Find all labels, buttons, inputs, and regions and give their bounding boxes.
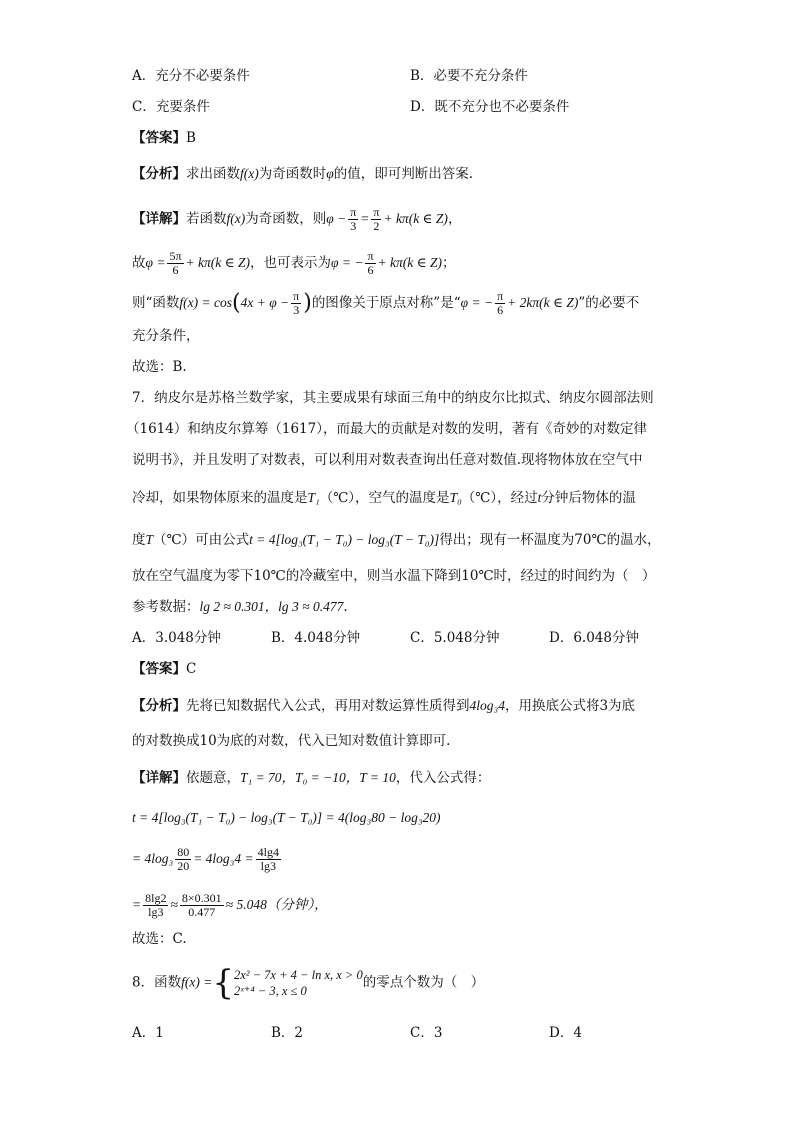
q7-stem-line-3: 说明书》，并且发明了对数表，可以利用对数表查询出任意对数值.现将物体放在空气中 (132, 452, 643, 468)
q7-analysis-line-1 (132, 696, 635, 716)
answer-tag: 【答案】 (132, 130, 186, 146)
q6-detail-line-4: 充分条件， (132, 328, 200, 344)
q7-equation-1: t = 4[log₃(T₁ − T₀) − log₃(T − T₀)] = 4(log₃80 − log₃20) (132, 810, 441, 825)
text: 的值，即可判断出答案. (333, 166, 473, 182)
fraction (167, 250, 183, 277)
math: f(x) (240, 166, 259, 181)
math: = 4log₃4 = (193, 851, 254, 866)
piecewise-cases (234, 967, 363, 999)
q6-detail-line-2 (132, 250, 456, 277)
fraction (256, 846, 281, 873)
denominator: lg3 (148, 905, 164, 919)
formula: t = 4[log₃(T₁ − T₀) − log₃(T − T₀)] (249, 532, 440, 547)
math: φ = − (331, 255, 364, 270)
text: 为奇函数，则 (245, 211, 327, 227)
q6-analysis (132, 164, 473, 184)
fraction (175, 846, 191, 873)
text: ”的必要不 (578, 295, 640, 311)
math: φ − (326, 211, 347, 226)
text: 故 (132, 255, 146, 271)
math: φ (326, 166, 334, 181)
math: 4log₃4 (469, 698, 505, 713)
math: t (537, 490, 542, 505)
right-paren: ) (303, 290, 312, 316)
numerator: 4lg4 (257, 845, 279, 859)
text: 度 (132, 532, 146, 548)
denominator: lg3 (260, 859, 276, 873)
q6-option-a: A．充分不必要条件 (132, 68, 250, 84)
q7-option-d: D．6.048分钟 (549, 630, 639, 646)
q7-option-a: A．3.048分钟 (132, 630, 221, 646)
q7-stem-line-1: 7．纳皮尔是苏格兰数学家，其主要成果有球面三角中的纳皮尔比拟式、纳皮尔圆部法则 (132, 390, 654, 406)
fraction (495, 290, 505, 317)
q8-option-d: D．4 (549, 1025, 582, 1041)
math: ≈ 5.048（分钟）， (225, 897, 328, 912)
numerator: 80 (177, 845, 190, 859)
denominator: 20 (177, 859, 190, 873)
numerator: 8×0.301 (181, 891, 222, 905)
numerator: π (373, 205, 380, 219)
fraction (291, 290, 301, 317)
q8-stem (132, 963, 485, 1003)
q8-option-c: C．3 (410, 1025, 443, 1041)
detail-tag: 【详解】 (132, 211, 186, 227)
q7-reference-data (132, 597, 348, 617)
q7-choose: 故选：C. (132, 931, 187, 947)
math: = 4log₃ (132, 851, 174, 866)
text: 先将已知数据代入公式，再用对数运算性质得到 (186, 698, 470, 714)
math: T₁ (307, 490, 320, 505)
case-1: 2x² − 7x + 4 − ln x, x > 0 (233, 968, 363, 982)
fraction (143, 892, 168, 919)
answer-value: C (186, 661, 197, 677)
denominator: 6 (497, 303, 504, 317)
fraction (365, 250, 375, 277)
math: = (360, 211, 370, 226)
q7-option-c: C．5.048分钟 (410, 630, 500, 646)
math: + 2kπ(k ∈ Z) (507, 295, 579, 310)
answer-tag: 【答案】 (132, 661, 186, 677)
text: ； (442, 255, 456, 271)
text: （℃），经过 (461, 490, 538, 506)
text: 冷却，如果物体原来的温度是 (132, 490, 308, 506)
q6-answer (132, 128, 196, 148)
math: f(x) = (181, 974, 213, 990)
analysis-tag: 【分析】 (132, 166, 186, 182)
left-paren: ( (232, 290, 241, 316)
q8-option-a: A．1 (132, 1025, 164, 1041)
fraction (348, 206, 358, 233)
text: 8．函数 (132, 974, 182, 991)
text: ，用换底公式将3为底 (504, 698, 636, 714)
text: 则“函数 (132, 295, 180, 311)
q7-stem-line-6: 放在空气温度为零下10℃的冷藏室中，则当水温下降到10℃时，经过的时间约为（ ） (132, 568, 656, 584)
math: = (132, 897, 142, 912)
text: 求出函数 (186, 166, 240, 182)
q7-stem-line-2: （1614）和纳皮尔算筹（1617），而最大的贡献是对数的发明，著有《奇妙的对数定律 (126, 421, 647, 437)
text: 参考数据： (132, 599, 200, 615)
left-brace: { (212, 963, 234, 1003)
detail-tag: 【详解】 (132, 770, 186, 786)
text: 分钟后物体的温 (541, 490, 636, 506)
math: + kπ(k ∈ Z) (377, 255, 443, 270)
q6-detail-line-1 (132, 206, 461, 233)
numerator: π (293, 289, 300, 303)
numerator: π (350, 205, 357, 219)
q6-option-d: D．既不充分也不必要条件 (410, 99, 570, 115)
text: 得出；现有一杯温度为70℃的温水， (439, 532, 661, 548)
text: （℃）可由公式 (153, 532, 250, 548)
denominator: 6 (367, 263, 374, 277)
numerator: π (497, 289, 504, 303)
math: T (145, 532, 154, 547)
q8-option-b: B．2 (271, 1025, 304, 1041)
text: 若函数 (186, 211, 227, 227)
text: （℃），空气的温度是 (319, 490, 450, 506)
math: 4x + φ − (240, 295, 290, 310)
math: + kπ(k ∈ Z) (185, 255, 251, 270)
text: ，代入公式得： (395, 770, 491, 786)
q6-detail-line-3 (132, 290, 639, 317)
text: . (343, 599, 348, 615)
q6-option-b: B．必要不充分条件 (410, 68, 528, 84)
q7-equation-2 (132, 846, 283, 873)
denominator: 3 (350, 219, 357, 233)
denominator: 2 (373, 219, 380, 233)
q7-answer (132, 659, 196, 679)
math: f(x) (226, 211, 246, 226)
q7-option-b: B．4.048分钟 (271, 630, 361, 646)
q7-equation-3 (132, 892, 328, 919)
q7-analysis-line-2: 的对数换成10为底的对数，代入已知对数值计算即可. (132, 733, 451, 749)
text: 的图像关于原点对称”是“ (311, 295, 461, 311)
math: T₀ (449, 490, 462, 505)
denominator: 3 (293, 303, 300, 317)
text: ，也可表示为 (250, 255, 332, 271)
denominator: 0.477 (188, 905, 216, 919)
math: f(x) = cos (179, 295, 232, 310)
math: φ = − (460, 295, 494, 310)
numerator: 5π (169, 249, 182, 263)
text: 为奇函数时 (258, 166, 327, 182)
analysis-tag: 【分析】 (132, 698, 186, 714)
text: 的零点个数为（ ） (362, 974, 485, 991)
case-2: 2ˣ⁺⁴ − 3, x ≤ 0 (233, 984, 307, 998)
q6-option-c: C．充要条件 (132, 99, 210, 115)
numerator: 8lg2 (145, 891, 167, 905)
math: φ = (145, 255, 166, 270)
numerator: π (367, 249, 374, 263)
denominator: 6 (172, 263, 179, 277)
fraction (371, 206, 381, 233)
math: + kπ(k ∈ Z) (383, 211, 448, 226)
fraction (180, 892, 224, 919)
math: ≈ (170, 897, 178, 912)
q7-detail-line-1 (132, 768, 490, 788)
q6-choose: 故选：B. (132, 359, 187, 375)
text: ， (447, 211, 462, 227)
math: lg 2 ≈ 0.301，lg 3 ≈ 0.477 (199, 599, 344, 614)
text: 依题意， (186, 770, 240, 786)
answer-value: B (186, 130, 196, 146)
q7-stem-line-4 (132, 488, 636, 508)
q7-stem-line-5 (132, 530, 661, 550)
math: T₁ = 70，T₀ = −10，T = 10 (240, 770, 396, 785)
